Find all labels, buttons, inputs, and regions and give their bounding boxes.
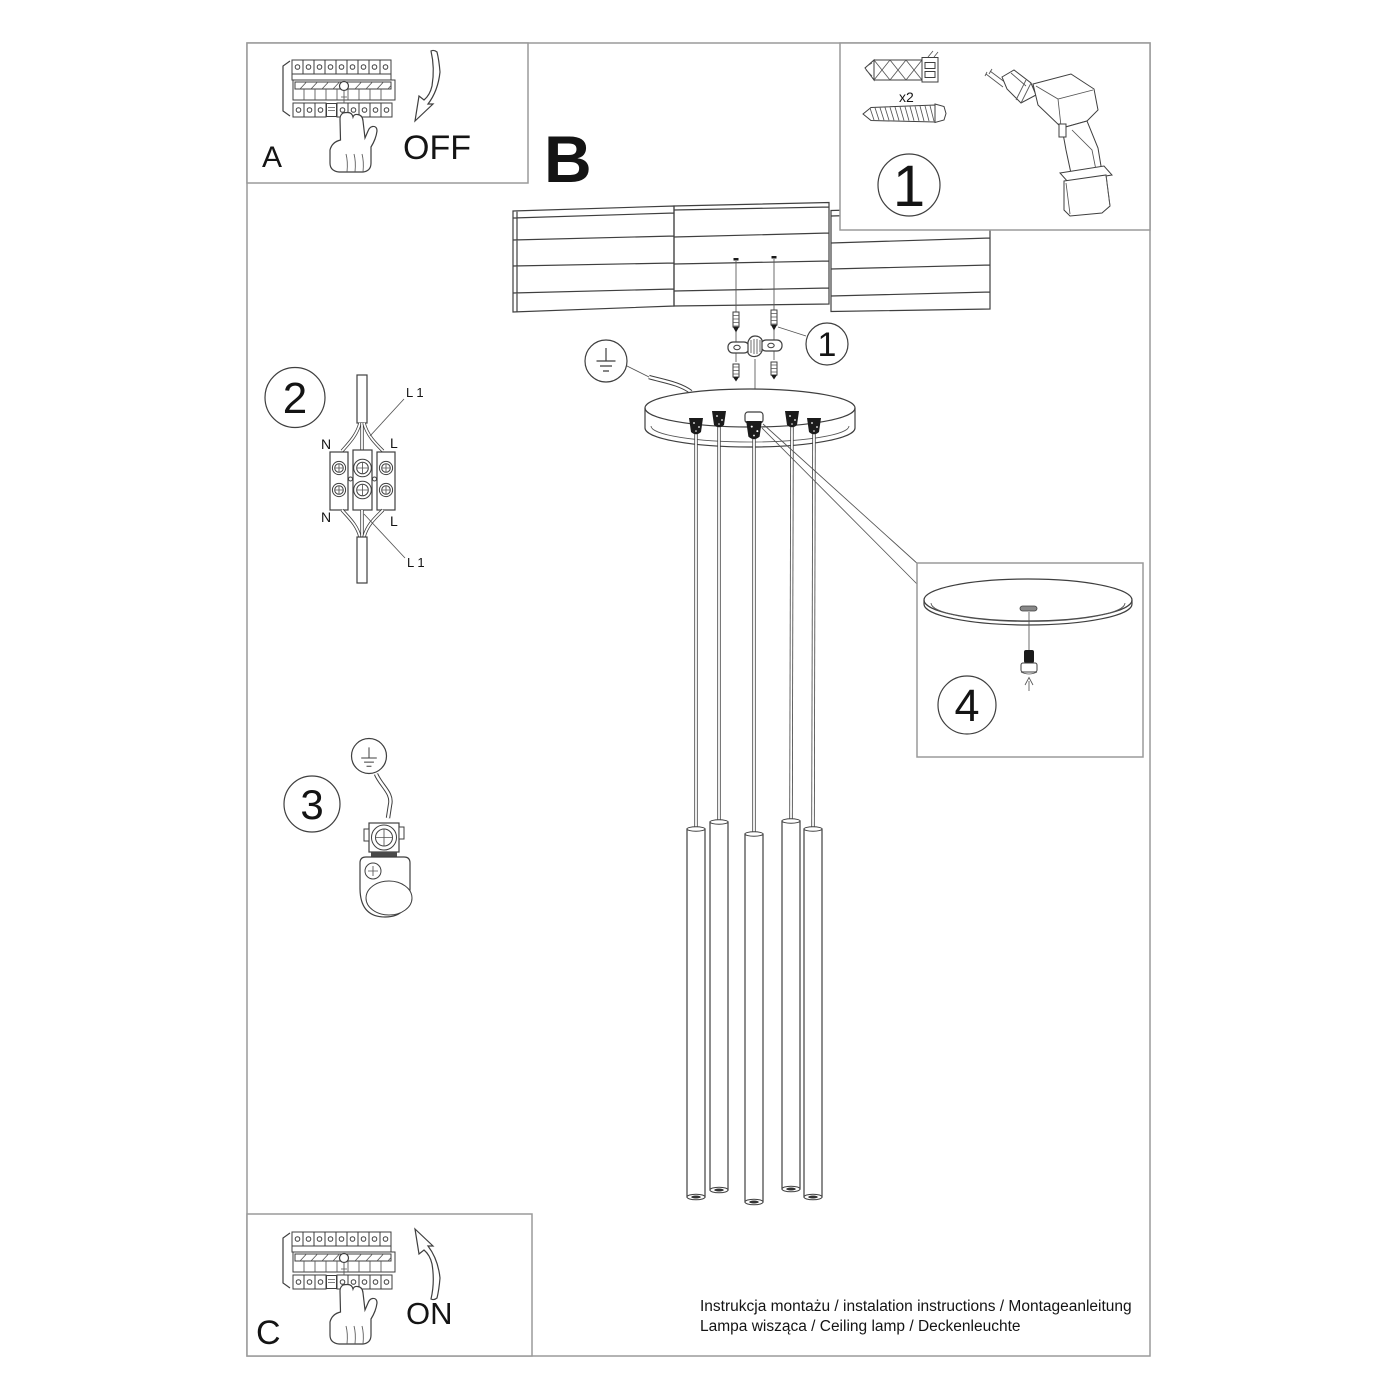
label-n-top: N	[321, 436, 332, 452]
cable-clamp-bracket	[360, 857, 412, 917]
label-l1-top: L 1	[406, 385, 424, 400]
pendant-tube	[745, 832, 763, 1205]
panel-c	[247, 1214, 532, 1356]
anchor-quantity-label: x2	[899, 89, 914, 105]
drill-mark-left	[734, 258, 739, 261]
pendant-tube	[782, 819, 800, 1192]
footer-line1: Instrukcja montażu / instalation instructions / Montageanleitung	[700, 1298, 1132, 1315]
mains-cable-top	[357, 375, 367, 423]
on-label: ON	[406, 1296, 453, 1331]
step1-number: 1	[892, 154, 926, 219]
step2-number: 2	[282, 374, 308, 423]
step4-number: 4	[954, 680, 980, 731]
panel-step1	[840, 43, 1150, 230]
label-l1-bottom: L 1	[407, 555, 425, 570]
label-l-bottom: L	[390, 513, 398, 529]
footer-line2: Lampa wisząca / Ceiling lamp / Deckenleuchte	[700, 1318, 1021, 1335]
drill-mark-right	[772, 256, 777, 259]
panel-c-label: C	[256, 1314, 281, 1352]
callout-1-number: 1	[817, 326, 837, 364]
label-l-top: L	[390, 435, 398, 451]
off-label: OFF	[403, 129, 471, 167]
pendant-tube	[687, 827, 705, 1200]
mains-cable-bottom	[357, 537, 367, 583]
pendant-tube	[710, 820, 728, 1193]
panel-a-label: A	[262, 141, 283, 174]
step3-number: 3	[300, 781, 324, 828]
terminal-block	[330, 450, 395, 510]
pendant-tube	[804, 827, 822, 1200]
earth-terminal	[364, 823, 404, 852]
panel-a	[247, 43, 528, 183]
clamp-band	[371, 852, 397, 857]
panel-step4	[917, 563, 1143, 757]
section-b-label: B	[544, 122, 592, 196]
label-n-bottom: N	[321, 509, 332, 525]
